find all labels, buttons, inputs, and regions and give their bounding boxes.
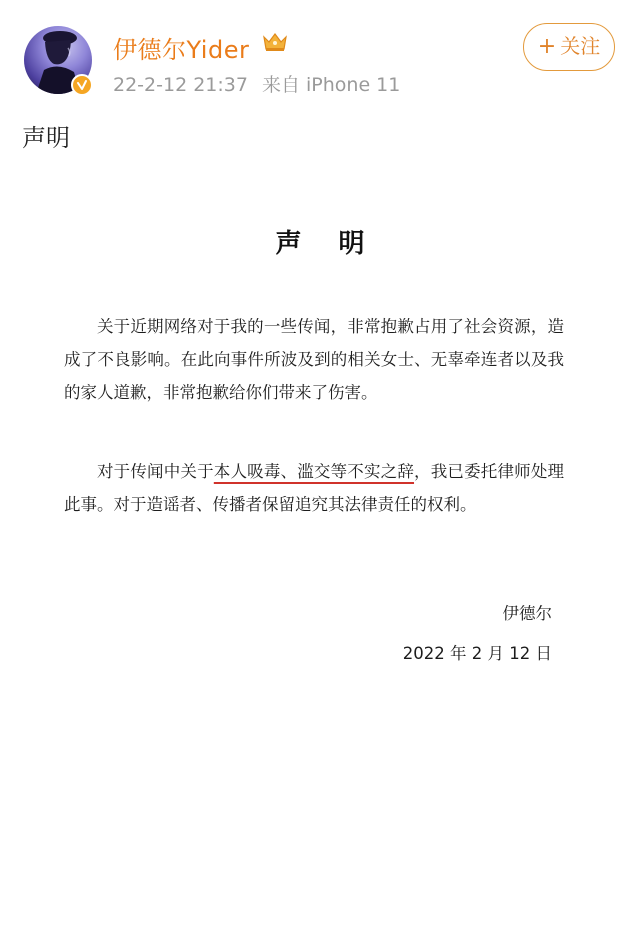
statement-paragraph-2 <box>64 455 564 521</box>
statement-title: 声 明 <box>275 229 379 259</box>
paragraph-2-before: 对于传闻中关于 <box>97 462 214 481</box>
highlighted-phrase: 本人吸毒、滥交等不实之辞 <box>213 462 415 481</box>
post-meta <box>113 70 400 97</box>
follow-button[interactable] <box>523 23 615 71</box>
post-timestamp: 22-2-12 21:37 <box>113 74 248 96</box>
statement-signer: 伊德尔 <box>502 604 552 623</box>
post-header <box>0 0 640 110</box>
statement-paragraph-1: 关于近期网络对于我的一些传闻，非常抱歉占用了社会资源，造成了不良影响。在此向事件所波及到的相关女士、无辜牵连者以及我的家人道歉，非常抱歉给你们带来了伤害。 <box>64 317 564 402</box>
statement-image[interactable] <box>0 175 640 695</box>
post-source: 来自 iPhone 11 <box>261 74 401 96</box>
post-text: 声明 <box>22 124 70 152</box>
crown-icon <box>262 31 288 57</box>
statement-date: 2022 年 2 月 12 日 <box>402 644 552 663</box>
username[interactable]: 伊德尔Yider <box>113 36 250 64</box>
plus-icon: + <box>537 34 557 59</box>
follow-label: 关注 <box>560 34 601 58</box>
verified-badge-icon <box>71 74 93 96</box>
paragraph-2-after: ，我已委托律师处理此事。对于造谣者、传播者保留追究其法律责任的权利。 <box>64 462 565 514</box>
